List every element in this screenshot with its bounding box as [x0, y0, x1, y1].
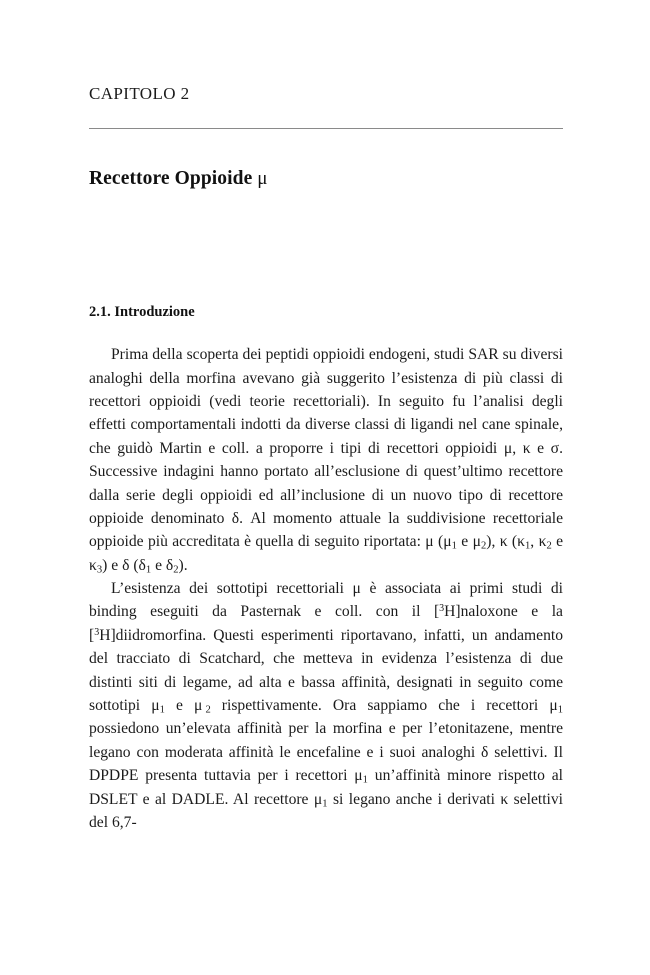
subscripted-term: μ $_2$	[193, 697, 211, 716]
subscripted-term: $\delta_1$	[138, 556, 152, 575]
superscripted-term: $^3$H]naloxone	[439, 603, 518, 621]
subscripted-term: $\kappa_3$	[89, 556, 103, 575]
subscript: 1	[322, 797, 328, 809]
page-title	[89, 137, 563, 191]
subscripted-term: $\mu_1$	[443, 533, 457, 552]
body-text-block	[89, 321, 563, 834]
subscripted-term: $\mu_1$	[549, 697, 564, 716]
paragraph-1: Prima della scoperta dei peptidi oppioidi endogeni, studi SAR su diversi analoghi della morfina avevano già suggerito l’esistenza di più classi di recettori oppioidi (vedi teorie recettoriali). In seguito fu l’analisi degli effetti comportamentali indotti da diverse classi di ligandi nel cane spinale, che guidò Martin e coll. a proporre i tipi di recettori oppioidi μ, κ e σ. Successive indagini hanno portato all’esclusione di quest’ultimo recettore dalla serie degli oppioidi ed all’inclusione di un nuovo tipo di recettore oppioide denominato δ. Al momento attuale la suddivisione recettoriale oppioide più accreditata è quella di seguito riportata: μ ($\mu_1$ e $\mu_2$), κ ($\kappa_1$, $\kappa_2$ e $\kappa_3$) e δ ($\delta_1$ e $\delta_2$).	[89, 346, 564, 575]
subscript: 2	[480, 540, 487, 552]
superscript: 3	[94, 627, 100, 639]
subscript: 1	[557, 704, 564, 716]
subscripted-term: $\kappa_1$	[517, 533, 531, 552]
subscripted-term: $\mu_1$	[151, 697, 165, 716]
subscript: 1	[525, 540, 531, 552]
header-divider-rule	[89, 128, 563, 129]
subscripted-term: $\delta_2$	[165, 556, 179, 575]
subscripted-term: $\mu_2$	[472, 533, 487, 552]
subscript: 1	[362, 774, 368, 786]
superscripted-term: $^3$H]diidromorfina.	[94, 626, 207, 644]
subscript: 2	[173, 564, 179, 575]
page-content-column	[89, 0, 563, 834]
section-heading-introduzione: 2.1. Introduzione	[89, 303, 195, 320]
page-title-greek-mu-symbol: μ	[257, 168, 268, 190]
subscript: 2	[205, 704, 211, 716]
subscripted-term: $\mu_1$	[313, 790, 328, 809]
subscript: 1	[145, 564, 152, 575]
subscript: 2	[546, 540, 552, 552]
subscripted-term: $\mu_1$	[354, 767, 368, 786]
page-title-text: Recettore Oppioide	[89, 168, 253, 190]
subscripted-term: $\kappa_2$	[538, 533, 552, 552]
chapter-label: CAPITOLO 2	[89, 84, 190, 103]
paragraph-2: L’esistenza dei sottotipi recettoriali μ è associata ai primi studi di binding eseguiti da Pasternak e coll. con il [$^3$H]naloxone e la [$^3$H]diidromorfina. Questi esperimenti riportavano, infatti, un andamento del tracciato di Scatchard, che metteva in evidenza l’esistenza di due distinti siti di legame, ad alta e bassa affinità, designati in seguito come sottotipi $\mu_1$ e μ $_2$ rispettivamente. Ora sappiamo che i recettori $\mu_1$ possiedono un’elevata affinità per la morfina e per l’etonitazene, mentre legano con moderata affinità le encefaline e i suoi analoghi δ selettivi. Il DPDPE presenta tuttavia per i recettori $\mu_1$ un’affinità minore rispetto al DSLET e al DADLE. Al recettore $\mu_1$ si legano anche i derivati κ selettivi del 6,7-	[89, 580, 564, 831]
superscript: 3	[439, 603, 445, 615]
subscript: 1	[451, 540, 457, 552]
subscript: 3	[96, 564, 103, 575]
subscript: 1	[159, 704, 165, 716]
